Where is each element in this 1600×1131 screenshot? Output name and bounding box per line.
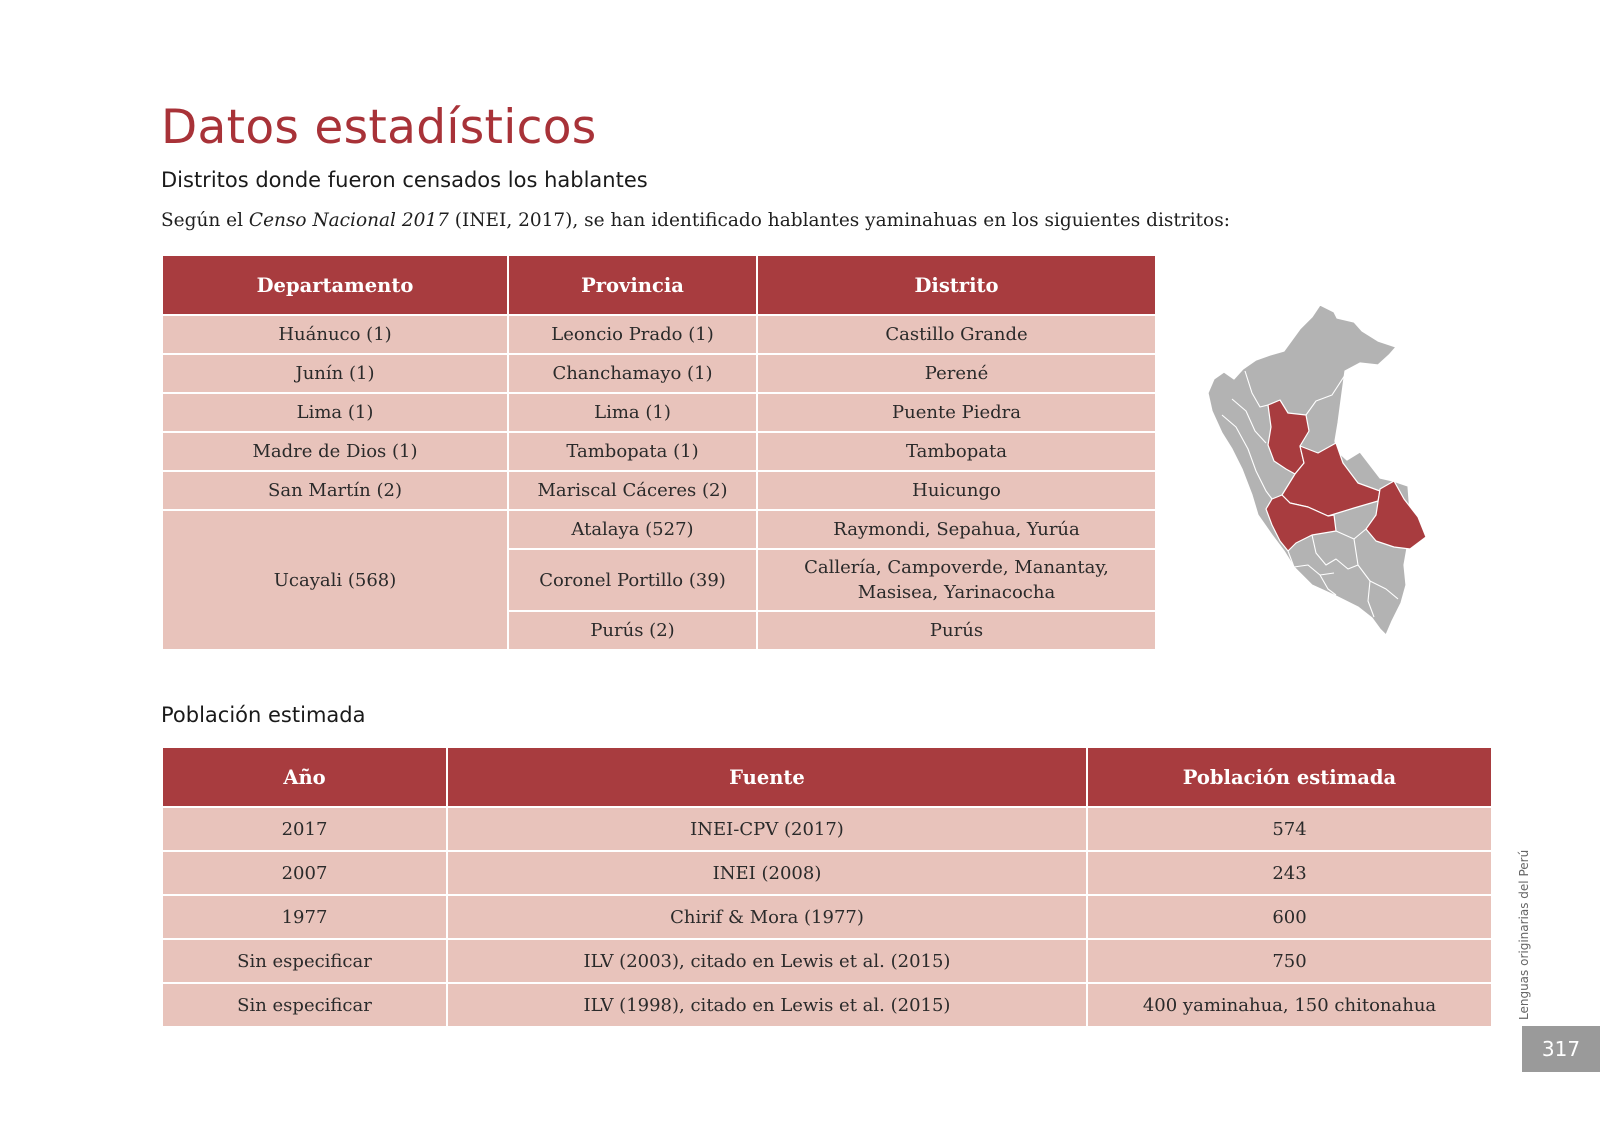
table-header-row (162, 747, 1492, 807)
province-cell: Tambopata (1) (508, 432, 757, 471)
peru-map-icon (1208, 303, 1440, 651)
district-cell: Puente Piedra (757, 393, 1156, 432)
source-cell: INEI-CPV (2017) (447, 807, 1087, 851)
province-cell: Leoncio Prado (1) (508, 315, 757, 354)
book-title-vertical: Lenguas originarias del Perú (1517, 849, 1531, 1020)
districts-intro (161, 210, 1230, 231)
district-cell: Huicungo (757, 471, 1156, 510)
population-cell: 750 (1087, 939, 1492, 983)
districts-heading: Distritos donde fueron censados los hablantes (161, 168, 648, 192)
population-table (161, 746, 1493, 1028)
year-cell: 1977 (162, 895, 447, 939)
table-row (162, 354, 1156, 393)
district-cell: Purús (757, 611, 1156, 650)
department-cell: Huánuco (1) (162, 315, 508, 354)
column-header-departamento: Departamento (162, 255, 508, 315)
census-title: Censo Nacional 2017 (248, 210, 449, 231)
column-header-poblacion-estimada: Población estimada (1087, 747, 1492, 807)
district-cell: Raymondi, Sepahua, Yurúa (757, 510, 1156, 549)
population-cell: 400 yaminahua, 150 chitonahua (1087, 983, 1492, 1027)
column-header-provincia: Provincia (508, 255, 757, 315)
table-row (162, 393, 1156, 432)
department-cell: Lima (1) (162, 393, 508, 432)
intro-text-after: (INEI, 2017), se han identificado hablantes yaminahuas en los siguientes distritos: (448, 210, 1230, 231)
district-cell: Tambopata (757, 432, 1156, 471)
district-cell: Callería, Campoverde, Manantay, Masisea, Yarinacocha (757, 549, 1156, 611)
column-header-fuente: Fuente (447, 747, 1087, 807)
population-cell: 574 (1087, 807, 1492, 851)
table-row (162, 471, 1156, 510)
table-row (162, 510, 1156, 549)
districts-table (161, 254, 1157, 651)
province-cell: Lima (1) (508, 393, 757, 432)
province-cell: Chanchamayo (1) (508, 354, 757, 393)
year-cell: 2017 (162, 807, 447, 851)
table-row (162, 983, 1492, 1027)
table-row (162, 807, 1492, 851)
department-cell: Junín (1) (162, 354, 508, 393)
source-cell: ILV (2003), citado en Lewis et al. (2015) (447, 939, 1087, 983)
province-cell: Purús (2) (508, 611, 757, 650)
population-cell: 243 (1087, 851, 1492, 895)
table-row (162, 851, 1492, 895)
page-title: Datos estadísticos (161, 100, 597, 155)
population-heading: Población estimada (161, 703, 366, 727)
department-cell: San Martín (2) (162, 471, 508, 510)
province-cell: Mariscal Cáceres (2) (508, 471, 757, 510)
table-row (162, 895, 1492, 939)
year-cell: 2007 (162, 851, 447, 895)
table-row (162, 939, 1492, 983)
page-number: 317 (1522, 1026, 1600, 1072)
department-cell: Madre de Dios (1) (162, 432, 508, 471)
year-cell: Sin especificar (162, 983, 447, 1027)
source-cell: Chirif & Mora (1977) (447, 895, 1087, 939)
province-cell: Coronel Portillo (39) (508, 549, 757, 611)
district-cell: Perené (757, 354, 1156, 393)
source-cell: ILV (1998), citado en Lewis et al. (2015) (447, 983, 1087, 1027)
source-cell: INEI (2008) (447, 851, 1087, 895)
department-cell-ucayali: Ucayali (568) (162, 510, 508, 650)
table-row (162, 432, 1156, 471)
column-header-distrito: Distrito (757, 255, 1156, 315)
intro-text-before: Según el (161, 210, 249, 231)
province-cell: Atalaya (527) (508, 510, 757, 549)
column-header-ano: Año (162, 747, 447, 807)
year-cell: Sin especificar (162, 939, 447, 983)
table-header-row (162, 255, 1156, 315)
population-cell: 600 (1087, 895, 1492, 939)
table-row (162, 315, 1156, 354)
district-cell: Castillo Grande (757, 315, 1156, 354)
